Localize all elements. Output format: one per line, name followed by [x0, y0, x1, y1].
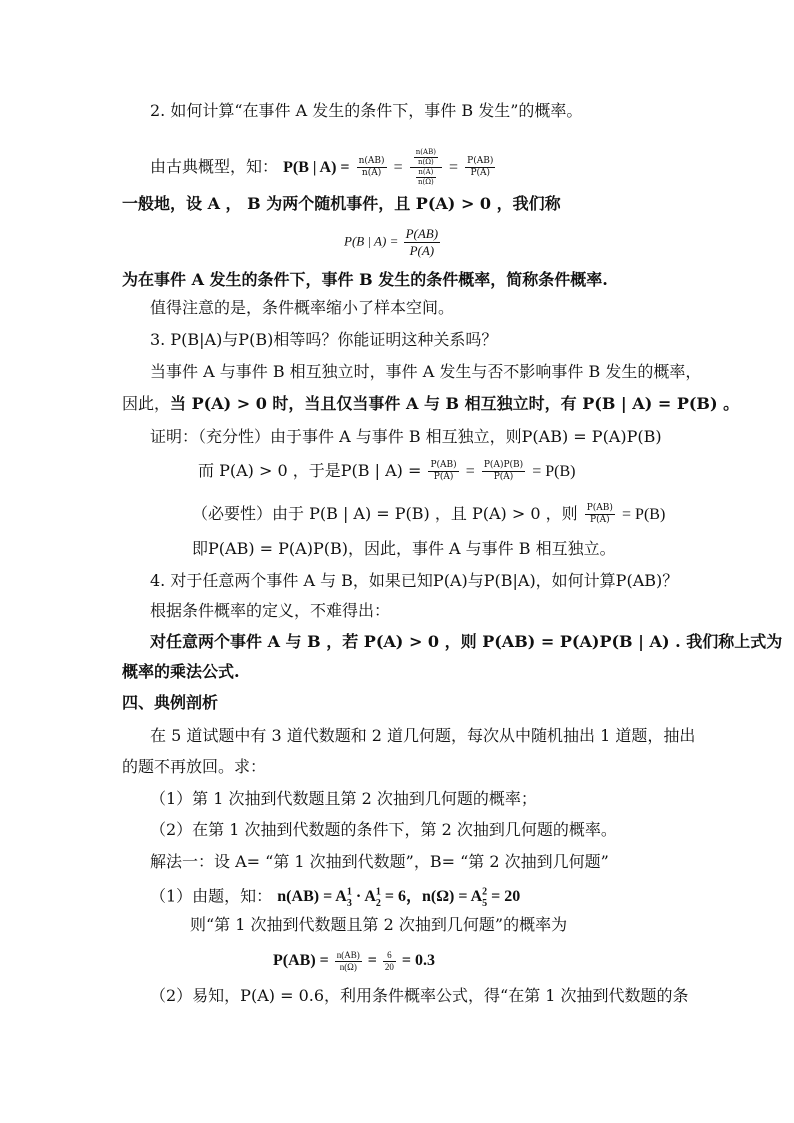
- proof-line3: （必要性）由于 P(B | A) = P(B) ，且 P(A) > 0 ，则 $\frac{P(AB)}{P(A)}$ = P(B): [192, 503, 666, 525]
- definition-formula: P(B | A) = $\frac{P(AB)}{P(A)}$: [344, 226, 439, 258]
- classic-formula: 由古典概型，知： P(B | A) = $\frac{n(AB)}{n(A)}$ = $\frac{\frac{n(AB)}{n(\Omega)}}{\frac{n(A)}{n(\Omega)}}$ = $\frac{P(AB)}{P(A)}$: [150, 148, 494, 186]
- q2-title: 2. 如何计算“在事件 A 发生的条件下，事件 B 发生”的概率。: [150, 101, 583, 120]
- q3-title: 3. P(B|A)与P(B)相等吗？你能证明这种关系吗？: [150, 330, 498, 349]
- general-definition-2: 为在事件 A 发生的条件下，事件 B 发生的条件概率，简称条件概率.: [122, 270, 608, 289]
- solution-intro: 解法一：设 A= “第 1 次抽到代数题”，B= “第 2 次抽到几何题”: [150, 852, 609, 871]
- fraction-n-num: n(AB): [358, 156, 385, 166]
- solution-step1: （1）由题，知： $n(AB) = A^1_3 \cdot A^1_2 = 6$，$n(\Omega) = A^2_5 = 20$: [150, 886, 521, 909]
- problem-line1: 在 5 道试题中有 3 道代数题和 2 道几何题，每次从中随机抽出 1 道题，抽出: [150, 726, 696, 745]
- solution-step2: （2）易知，P(A) = 0.6，利用条件概率公式，得“在第 1 次抽到代数题的条: [150, 986, 689, 1005]
- solution-step1-formula: P(AB) = $\frac{n(AB)}{n(\Omega)}$ = $\frac{6}{20}$ = 0.3: [273, 950, 436, 972]
- proof-line2: 而 P(A) > 0 ，于是P(B | A) = $\frac{P(AB)}{P(A)}$ = $\frac{P(A)P(B)}{P(A)}$ = P(B): [198, 460, 576, 482]
- fraction-n: [357, 156, 387, 179]
- proof-line4: 即P(AB) = P(A)P(B)，因此，事件 A 与事件 B 相互独立。: [192, 539, 616, 558]
- section-heading: 四、典例剖析: [122, 693, 219, 712]
- proof-line1: 证明：（充分性）由于事件 A 与事件 B 相互独立，则P(AB) = P(A)P(B): [150, 427, 662, 446]
- q4-line2: 对任意两个事件 A 与 B ，若 P(A) > 0 ，则 P(AB) = P(A)P(B | A) . 我们称上式为: [150, 632, 783, 651]
- q4-title: 4. 对于任意两个事件 A 与 B，如果已知P(A)与P(B|A)，如何计算P(AB)？: [150, 571, 679, 590]
- problem-item1: （1）第 1 次抽到代数题且第 2 次抽到几何题的概率；: [150, 789, 537, 808]
- fraction-p: $\frac{P(AB)}{P(A)}$: [467, 156, 494, 178]
- q4-line3: 概率的乘法公式.: [122, 662, 240, 681]
- problem-line2: 的题不再放回。求：: [122, 757, 267, 776]
- fraction-nested: $\frac{\frac{n(AB)}{n(\Omega)}}{\frac{n(A)}{n(\Omega)}}$: [410, 148, 442, 187]
- fraction-n-den: n(A): [361, 168, 382, 178]
- q3-line2: 因此，当 P(A) > 0 时，当且仅当事件 A 与 B 相互独立时，有 P(B | A) = P(B) 。: [122, 394, 740, 413]
- q4-line1: 根据条件概率的定义，不难得出：: [150, 601, 391, 620]
- classic-prefix: 由古典概型，知：: [150, 157, 279, 176]
- problem-item2: （2）在第 1 次抽到代数题的条件下，第 2 次抽到几何题的概率。: [150, 820, 617, 839]
- general-definition-1: 一般地，设 A ， B 为两个随机事件，且 P(A) > 0 ，我们称: [122, 194, 561, 213]
- note-line: 值得注意的是，条件概率缩小了样本空间。: [150, 298, 455, 317]
- formula-lhs: P(B | A) =: [283, 159, 350, 176]
- solution-step1-line2: 则“第 1 次抽到代数题且第 2 次抽到几何题”的概率为: [190, 915, 568, 934]
- q3-line1: 当事件 A 与事件 B 相互独立时，事件 A 发生与否不影响事件 B 发生的概率，: [150, 362, 702, 381]
